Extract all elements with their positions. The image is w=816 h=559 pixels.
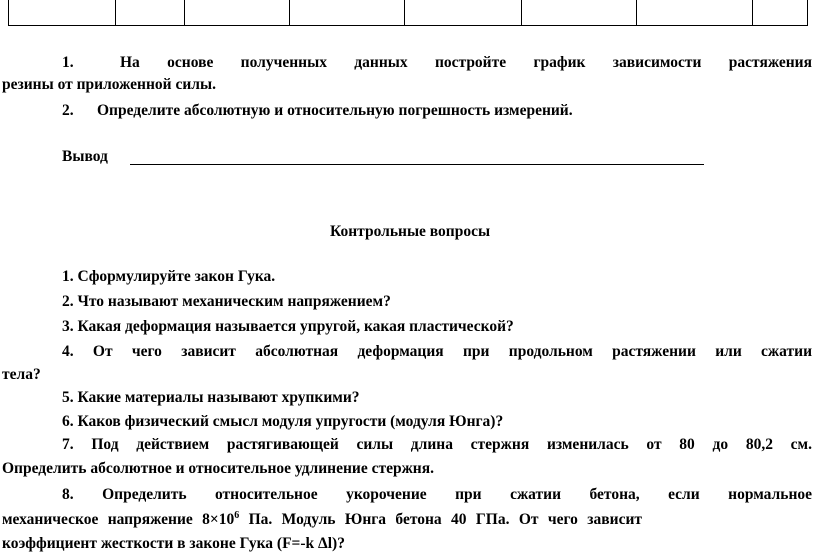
section-title: Контрольные вопросы xyxy=(330,223,491,240)
table-cell xyxy=(290,0,405,25)
results-table-strip xyxy=(8,0,808,26)
question-3: 3. Какая деформация называется упругой, какая пластической? xyxy=(62,318,514,335)
question-6: 6. Каков физический смысл модуля упругости (модуля Юнга)? xyxy=(62,413,504,430)
question-2: 2. Что называют механическим напряжением? xyxy=(62,293,391,310)
question-7-line-1: 7. Под действием растягивающей силы длина стержня изменилась от 80 до 80,2 см. xyxy=(62,436,812,453)
exponent: 6 xyxy=(234,510,240,521)
question-5: 5. Какие материалы называют хрупкими? xyxy=(62,389,360,406)
task-1-number: 1. xyxy=(62,54,74,71)
question-8-line-1: 8. Определить относительное укорочение при сжатии бетона, если нормальное xyxy=(62,486,812,503)
task-1-line-2: резины от приложенной силы. xyxy=(2,76,216,93)
table-cell xyxy=(753,0,807,25)
task-1-line-1: На основе полученных данных постройте график зависимости растяжения xyxy=(120,54,812,71)
task-2-number: 2. xyxy=(62,102,74,119)
question-8-line-2 xyxy=(2,510,642,529)
table-cell xyxy=(405,0,522,25)
table-cell xyxy=(637,0,753,25)
table-cell xyxy=(185,0,290,25)
question-4-line-1: 4. От чего зависит абсолютная деформация при продольном растяжении или сжатии xyxy=(62,343,812,360)
question-8-line-2-end: Па. Модуль Юнга бетона 40 ГПа. От чего зависит xyxy=(239,511,642,529)
task-2-text: Определите абсолютную и относительную погрешность измерений. xyxy=(97,102,573,119)
question-1: 1. Сформулируйте закон Гука. xyxy=(62,268,276,285)
question-8-line-2-start: механическое напряжение 8×10 xyxy=(2,511,235,529)
table-cell xyxy=(116,0,185,25)
conclusion-answer-line xyxy=(130,164,704,165)
question-7-line-2: Определить абсолютное и относительное удлинение стержня. xyxy=(2,460,434,477)
conclusion-label: Вывод xyxy=(62,148,108,165)
table-cell xyxy=(522,0,637,25)
question-8-line-3: коэффициент жесткости в законе Гука (F=-k Δl)? xyxy=(2,535,345,552)
question-4-line-2: тела? xyxy=(2,366,41,383)
table-cell xyxy=(9,0,116,25)
